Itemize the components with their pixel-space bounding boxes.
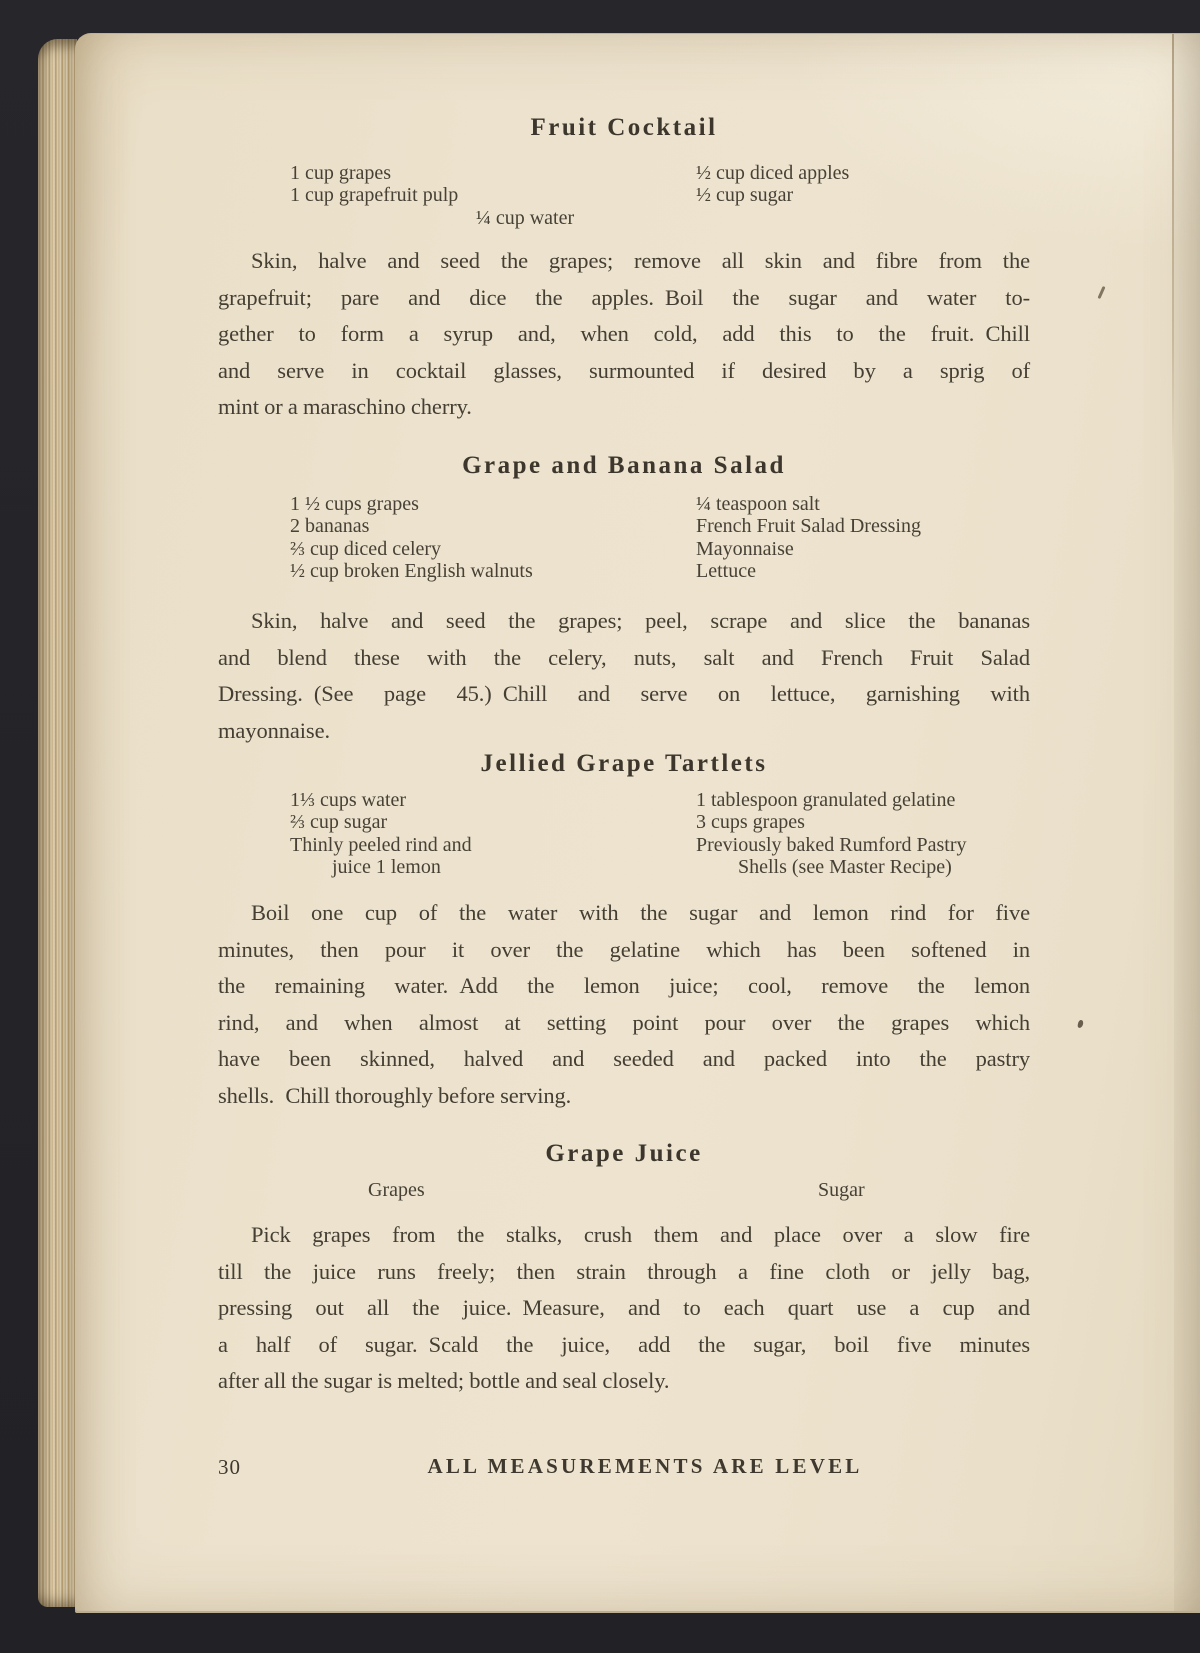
ingredient: Previously baked Rumford Pastry <box>696 833 967 856</box>
paper-page <box>75 33 1200 1611</box>
ingredient: Grapes <box>368 1179 425 1201</box>
ingredient: ½ cup sugar <box>696 184 794 207</box>
instruction-line: pressing out all the juice. Measure, and to each quart use a cup and <box>218 1295 1030 1320</box>
ingredients-left-column <box>290 162 696 207</box>
ingredient: French Fruit Salad Dressing <box>696 515 921 538</box>
ingredients-right-column <box>696 493 1030 583</box>
recipe-title: Grape Juice <box>545 1140 703 1167</box>
ingredient: Thinly peeled rind and <box>290 833 472 856</box>
recipe-ingredients <box>218 493 1030 583</box>
recipe-title: Grape and Banana Salad <box>462 452 786 479</box>
ingredient: Shells (see Master Recipe) <box>738 856 952 879</box>
paper-speck <box>1077 1020 1084 1029</box>
ingredient: 1 cup grapes <box>290 162 392 184</box>
page-number: 30 <box>218 1455 241 1479</box>
ingredient: 3 cups grapes <box>696 811 805 834</box>
paper-scratch-mark <box>1097 286 1105 299</box>
instruction-line: grapefruit; pare and dice the apples. Boil the sugar and water to- <box>218 284 1030 310</box>
instruction-line: mayonnaise. <box>218 717 330 743</box>
ingredients-right-column <box>696 162 1030 207</box>
instruction-line: Skin, halve and seed the grapes; peel, scrape and slice the bananas <box>251 608 1030 633</box>
instruction-line: Skin, halve and seed the grapes; remove all skin and fibre from the <box>251 248 1030 273</box>
ingredient: Lettuce <box>696 560 756 583</box>
ingredient: juice 1 lemon <box>332 856 441 879</box>
instruction-line: mint or a maraschino cherry. <box>218 394 472 419</box>
recipe-ingredients <box>218 789 1030 879</box>
footer-motto: ALL MEASUREMENTS ARE LEVEL <box>427 1454 863 1478</box>
instruction-line: a half of sugar. Scald the juice, add the sugar, boil five minutes <box>218 1331 1030 1357</box>
instruction-line: Pick grapes from the stalks, crush them and place over a slow fire <box>251 1222 1030 1247</box>
ingredients-left-column <box>290 789 696 879</box>
ingredient: 1⅓ cups water <box>290 789 407 811</box>
ingredient: ½ cup broken English walnuts <box>290 560 533 583</box>
recipe-title: Fruit Cocktail <box>530 114 718 141</box>
page-footer <box>218 1453 1030 1479</box>
instruction-line: Boil one cup of the water with the sugar and lemon rind for five <box>251 900 1030 925</box>
ingredients-left-column <box>290 493 696 583</box>
instruction-line: and blend these with the celery, nuts, salt and French Fruit Salad <box>218 644 1030 670</box>
instruction-line: Dressing. (See page 45.) Chill and serve on lettuce, garnishing with <box>218 681 1030 706</box>
ingredient: ⅔ cup sugar <box>290 811 388 834</box>
ingredient: 1 tablespoon granulated gelatine <box>696 789 956 811</box>
recipe-title: Jellied Grape Tartlets <box>480 750 768 777</box>
instruction-line: shells. Chill thoroughly before serving. <box>218 1082 572 1108</box>
ingredient: 2 bananas <box>290 515 370 538</box>
book-fore-edge <box>38 39 77 1607</box>
ingredient: 1 ½ cups grapes <box>290 493 419 515</box>
instruction-line: after all the sugar is melted; bottle and seal closely. <box>218 1368 670 1393</box>
ingredient: 1 cup grapefruit pulp <box>290 184 459 207</box>
ingredient: ¼ cup water <box>475 206 575 229</box>
instruction-line: till the juice runs freely; then strain through a fine cloth or jelly bag, <box>218 1258 1030 1284</box>
ingredient: ⅔ cup diced celery <box>290 537 442 560</box>
ingredient: ¼ teaspoon salt <box>696 493 820 515</box>
recipe-instructions <box>218 895 1030 1114</box>
recipe-instructions <box>218 1217 1030 1400</box>
recipe-instructions <box>218 603 1030 749</box>
instruction-line: minutes, then pour it over the gelatine which has been softened in <box>218 936 1030 962</box>
ingredient: Mayonnaise <box>696 537 794 560</box>
page-right-shadow <box>1174 34 1200 1611</box>
recipe-instructions <box>218 243 1030 426</box>
instruction-line: the remaining water. Add the lemon juice; cool, remove the lemon <box>218 973 1030 998</box>
ingredients-right-column <box>696 789 1030 879</box>
ingredient: Sugar <box>818 1179 865 1201</box>
instruction-line: have been skinned, halved and seeded and packed into the pastry <box>218 1046 1030 1071</box>
instruction-line: rind, and when almost at setting point pour over the grapes which <box>218 1009 1030 1035</box>
instruction-line: gether to form a syrup and, when cold, add this to the fruit. Chill <box>218 321 1030 346</box>
ingredient: ½ cup diced apples <box>696 162 850 184</box>
instruction-line: and serve in cocktail glasses, surmounted if desired by a sprig of <box>218 357 1030 383</box>
recipe-ingredients <box>218 162 1030 229</box>
